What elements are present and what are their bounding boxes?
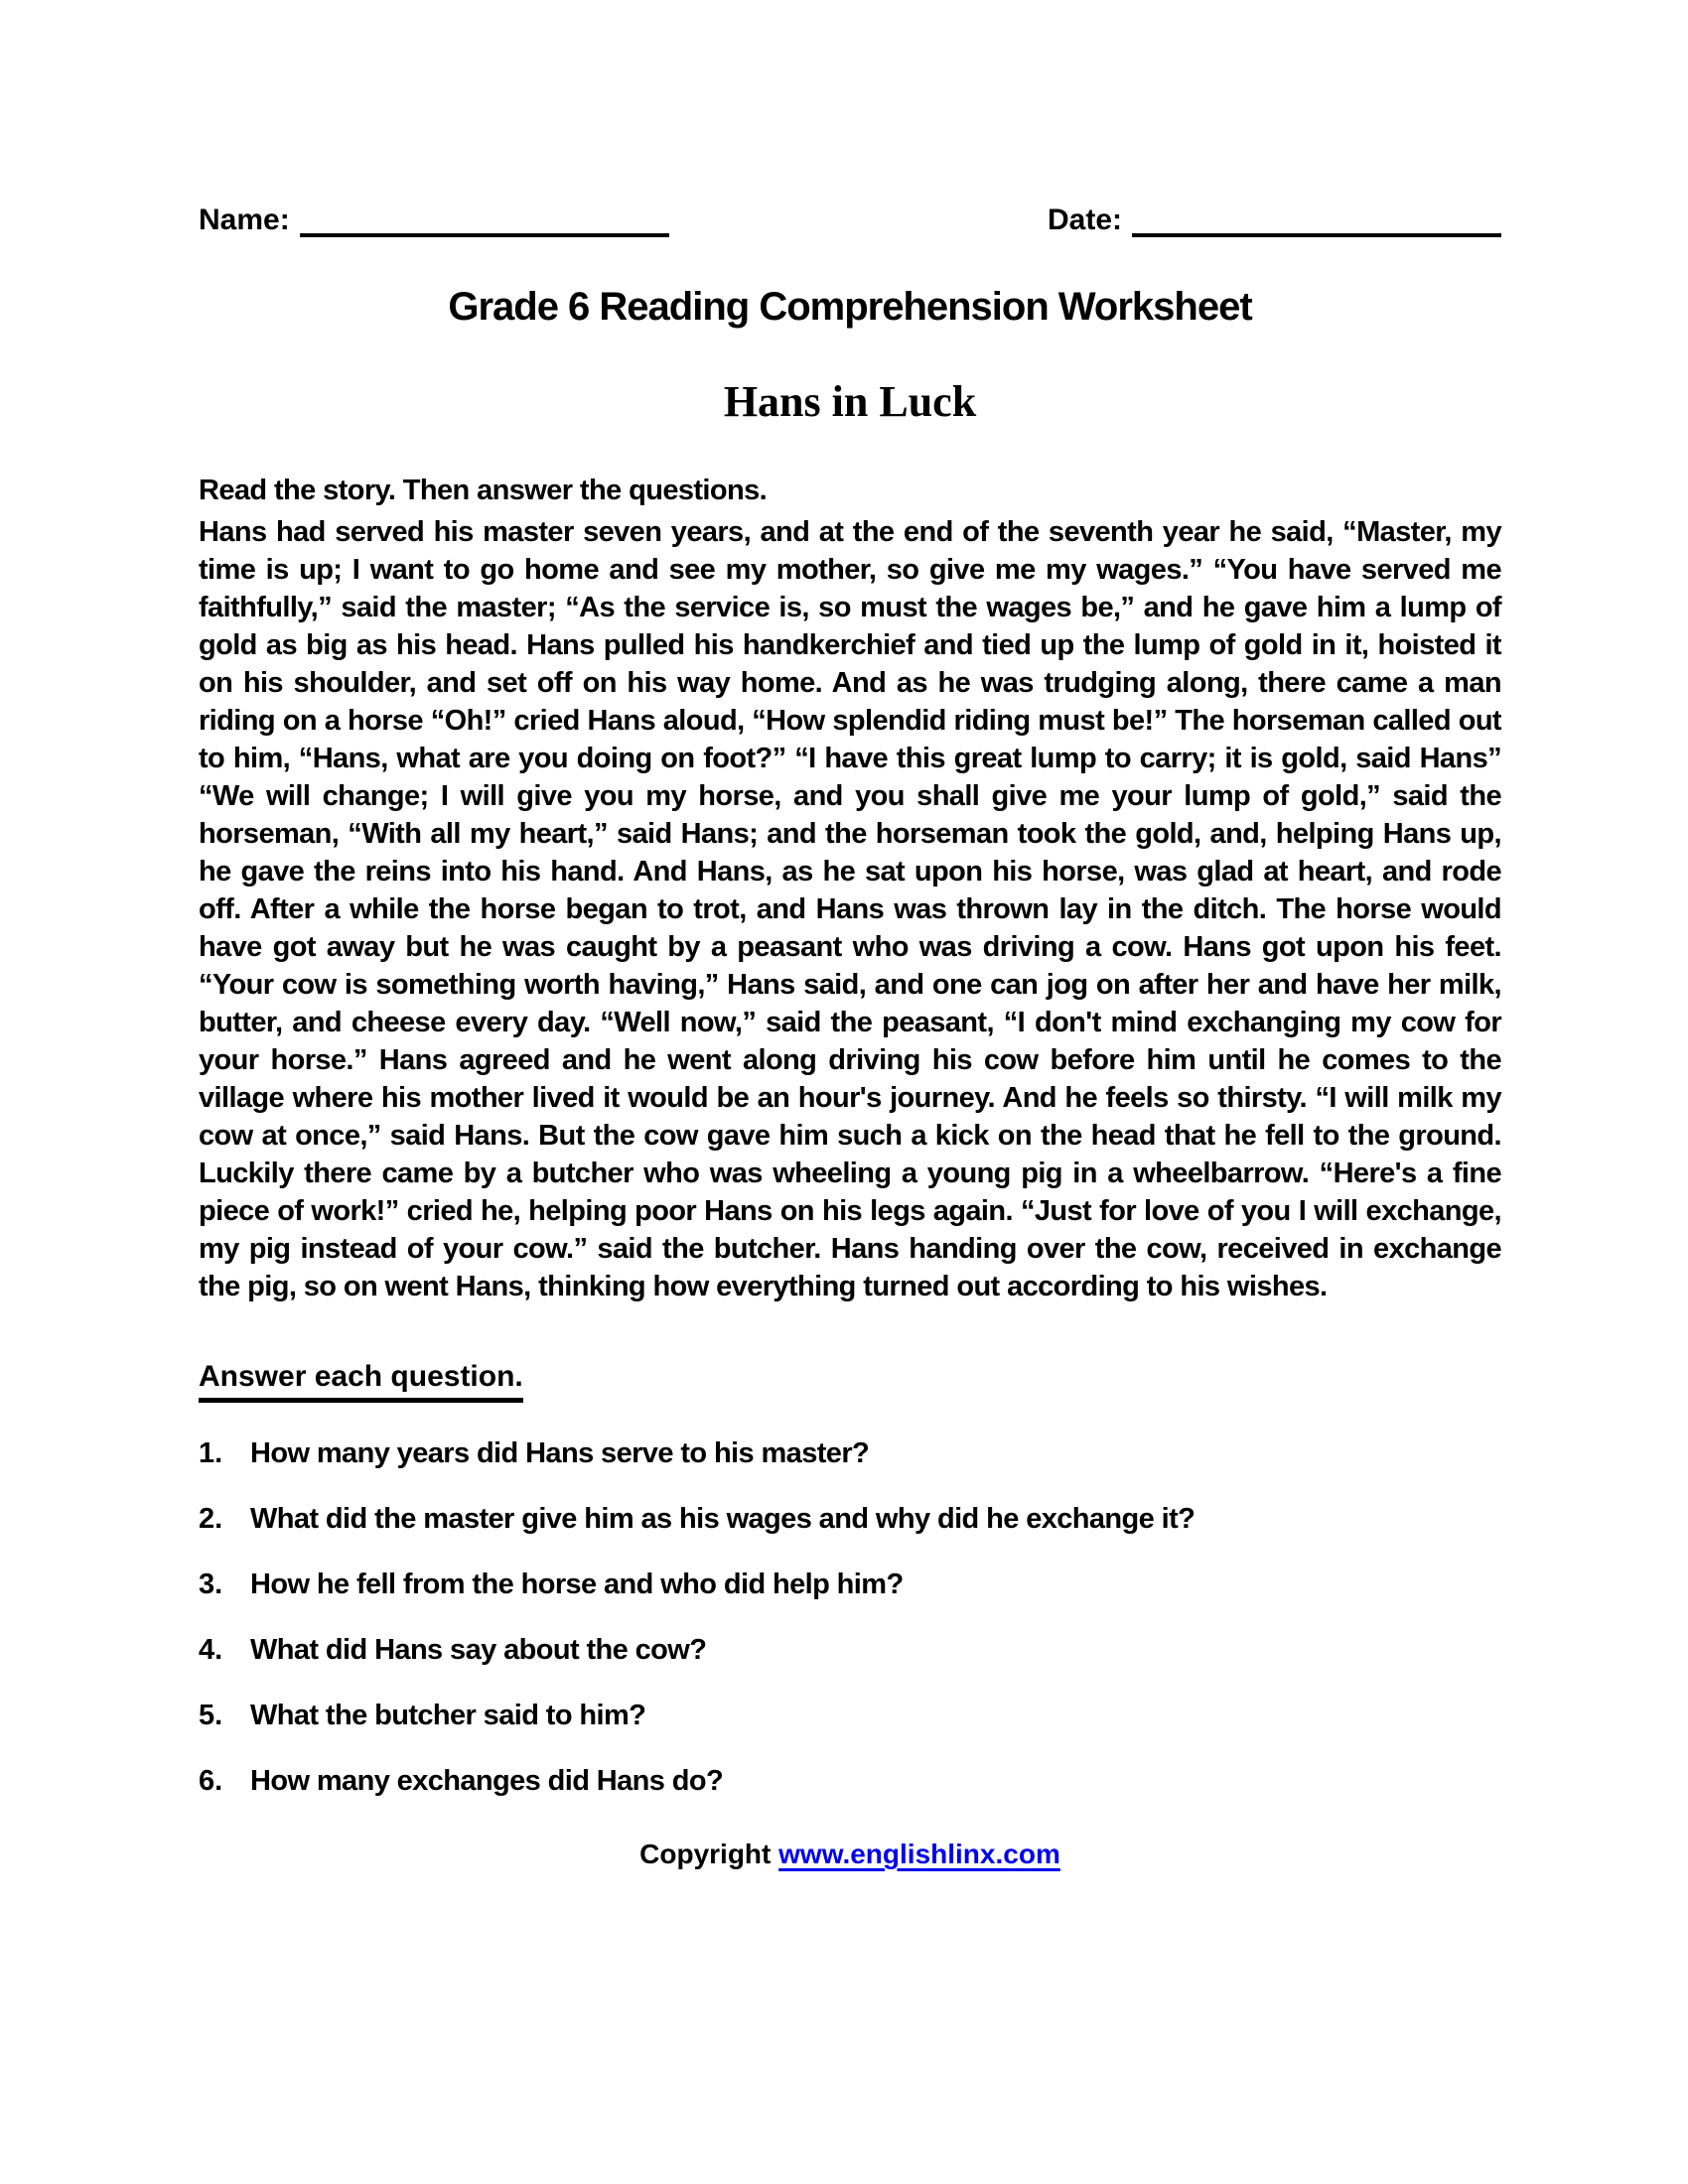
- question-item-6: [199, 1762, 1501, 1800]
- question-item-1: [199, 1434, 1501, 1472]
- question-text: What did the master give him as his wages and why did he exchange it?: [250, 1503, 1196, 1535]
- questions-heading-row: [199, 1359, 1501, 1403]
- story-title: Hans in Luck: [723, 377, 977, 426]
- question-number: 5.: [199, 1700, 223, 1731]
- copyright-label: Copyright: [639, 1839, 772, 1869]
- question-text: What the butcher said to him?: [250, 1700, 646, 1731]
- questions-list: [199, 1434, 1501, 1800]
- worksheet-title: Grade 6 Reading Comprehension Worksheet: [448, 285, 1252, 329]
- date-field: [1048, 204, 1501, 237]
- question-number: 1.: [199, 1437, 223, 1469]
- instructions-heading: Read the story. Then answer the questions.: [199, 475, 768, 506]
- name-blank[interactable]: [300, 204, 669, 237]
- question-item-3: [199, 1566, 1501, 1603]
- question-number: 4.: [199, 1634, 223, 1666]
- question-text: How many years did Hans serve to his master?: [250, 1437, 870, 1469]
- question-number: 3.: [199, 1569, 223, 1600]
- date-label: Date:: [1047, 204, 1122, 236]
- question-text: How many exchanges did Hans do?: [250, 1765, 724, 1797]
- question-item-2: [199, 1500, 1501, 1538]
- name-label: Name:: [199, 204, 290, 236]
- story-text: Hans had served his master seven years, and at the end of the seventh year he said, “Master, my time is up; I want to go home and see my mother, so give me my wages.” “You have served me faithfully,” said the master; “As the service is, so must the wages be,” and he gave him a lump of gold as big as his head. Hans pulled his handkerchief and tied up the lump of gold in it, hoisted it on his shoulder, and set off on his way home. And as he was trudging along, there came a man riding on a horse “Oh!” cried Hans aloud, “How splendid riding must be!” The horseman called out to him, “Hans, what are you doing on foot?” “I have this great lump to carry; it is gold, said Hans” “We will change; I will give you my horse, and you shall give me your lump of gold,” said the horseman, “With all my heart,” said Hans; and the horseman took the gold, and, helping Hans up, he gave the reins into his hand. And Hans, as he sat upon his horse, was glad at heart, and rode off. After a while the horse began to trot, and Hans was thrown lay in the ditch. The horse would have got away but he was caught by a peasant who was driving a cow. Hans got upon his feet. “Your cow is something worth having,” Hans said, and one can jog on after her and have her milk, butter, and cheese every day. “Well now,” said the peasant, “I don't mind exchanging my cow for your horse.” Hans agreed and he went along driving his cow before him until he comes to the village where his mother lived it would be an hour's journey. And he feels so thirsty. “I will milk my cow at once,” said Hans. But the cow gave him such a kick on the head that he fell to the ground. Luckily there came by a butcher who was wheeling a young pig in a wheelbarrow. “Here's a fine piece of work!” cried he, helping poor Hans on his legs again. “Just for love of you I will exchange, my pig instead of your cow.” said the butcher. Hans handing over the cow, received in exchange the pig, so on went Hans, thinking how everything turned out according to his wishes.: [199, 516, 1501, 1302]
- questions-heading: Answer each question.: [199, 1359, 523, 1403]
- question-number: 6.: [199, 1765, 223, 1797]
- name-field: [199, 204, 669, 237]
- question-text: How he fell from the horse and who did help him?: [250, 1569, 904, 1600]
- copyright-line: [199, 1838, 1501, 1871]
- question-number: 2.: [199, 1503, 223, 1535]
- question-item-5: [199, 1697, 1501, 1734]
- date-blank[interactable]: [1132, 204, 1501, 237]
- name-date-row: [199, 204, 1501, 237]
- copyright-link[interactable]: www.englishlinx.com: [778, 1839, 1060, 1869]
- question-item-4: [199, 1631, 1501, 1669]
- question-text: What did Hans say about the cow?: [250, 1634, 707, 1666]
